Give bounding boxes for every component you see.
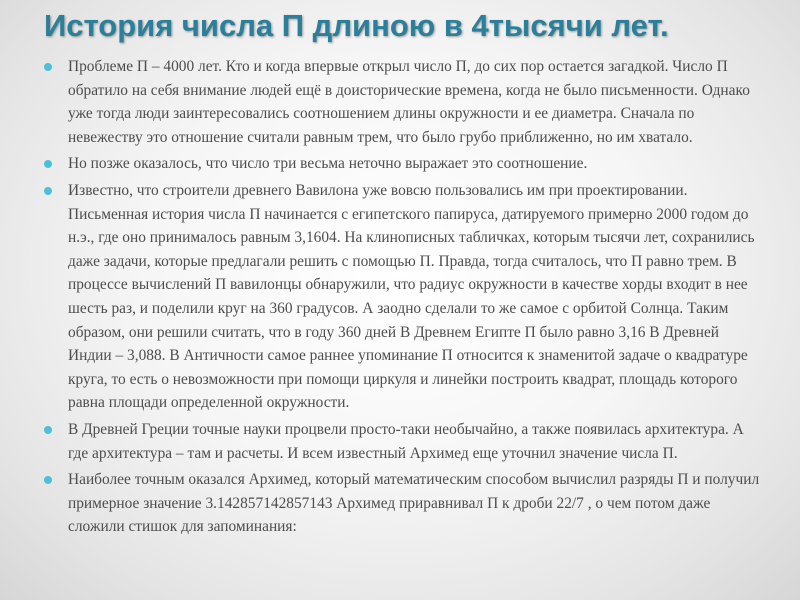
bullet-dot-icon xyxy=(44,160,52,168)
bullet-dot-icon xyxy=(44,187,52,195)
bullet-item xyxy=(44,418,760,465)
bullet-dot-icon xyxy=(44,426,52,434)
slide-title: История числа П длиною в 4тысячи лет. xyxy=(44,8,669,43)
bullet-item xyxy=(44,179,760,415)
bullet-text: В Древней Греции точные науки процвели просто-таки необычайно, а также появилась архитектура. А где архитектура – там и расчеты. И всем известный Архимед еще уточнил значение числа П. xyxy=(68,420,744,462)
bullet-item xyxy=(44,468,760,539)
bullet-text: Проблеме П – 4000 лет. Кто и когда впервые открыл число П, до сих пор остается загадкой. Число П обратило на себя внимание людей ещё в доисторические времена, когда не было письменности. Однако уже тогда люди заинтересовались соотношением длины окружности и ее диаметра. Сначала по невежеству это отношение считали равным трем, что было грубо приближенно, но им хватало. xyxy=(68,58,750,146)
bullet-item xyxy=(44,55,760,149)
bullet-dot-icon xyxy=(44,476,52,484)
bullet-text: Но позже оказалось, что число три весьма неточно выражает это соотношение. xyxy=(68,155,588,173)
bullet-text: Наиболее точным оказался Архимед, который математическим способом вычислил разряды П и получил примерное значение 3.142857142857143 Архимед приравнивал П к дроби 22/7 , о чем потом даже сложили стишок для запоминания: xyxy=(68,471,760,536)
bullet-list xyxy=(44,55,760,542)
bullet-item xyxy=(44,152,760,176)
bullet-text: Известно, что строители древнего Вавилона уже вовсю пользовались им при проектировании. Письменная история числа П начинается с египетского папируса, датируемого примерно 2000 годом до н.э., где оно принималось равным 3,1604. На клинописных табличках, которым тысячи лет, сохранились даже задачи, которые предлагали решить с помощью П. Правда, тогда считалось, что П равно трем. В процессе вычислений П вавилонцы обнаружили, что радиус окружности в качестве хорды входит в нее шесть раз, и поделили круг на 360 градусов. А заодно сделали то же самое с орбитой Солнца. Таким образом, они решили считать, что в году 360 дней В Древнем Египте П было равно 3,16 В Древней Индии – 3,088. В Античности самое раннее упоминание П относится к знаменитой задаче о квадратуре круга, то есть о невозможности при помощи циркуля и линейки построить квадрат, площадь которого равна площади определенной окружности. xyxy=(68,181,755,412)
bullet-dot-icon xyxy=(44,63,52,71)
